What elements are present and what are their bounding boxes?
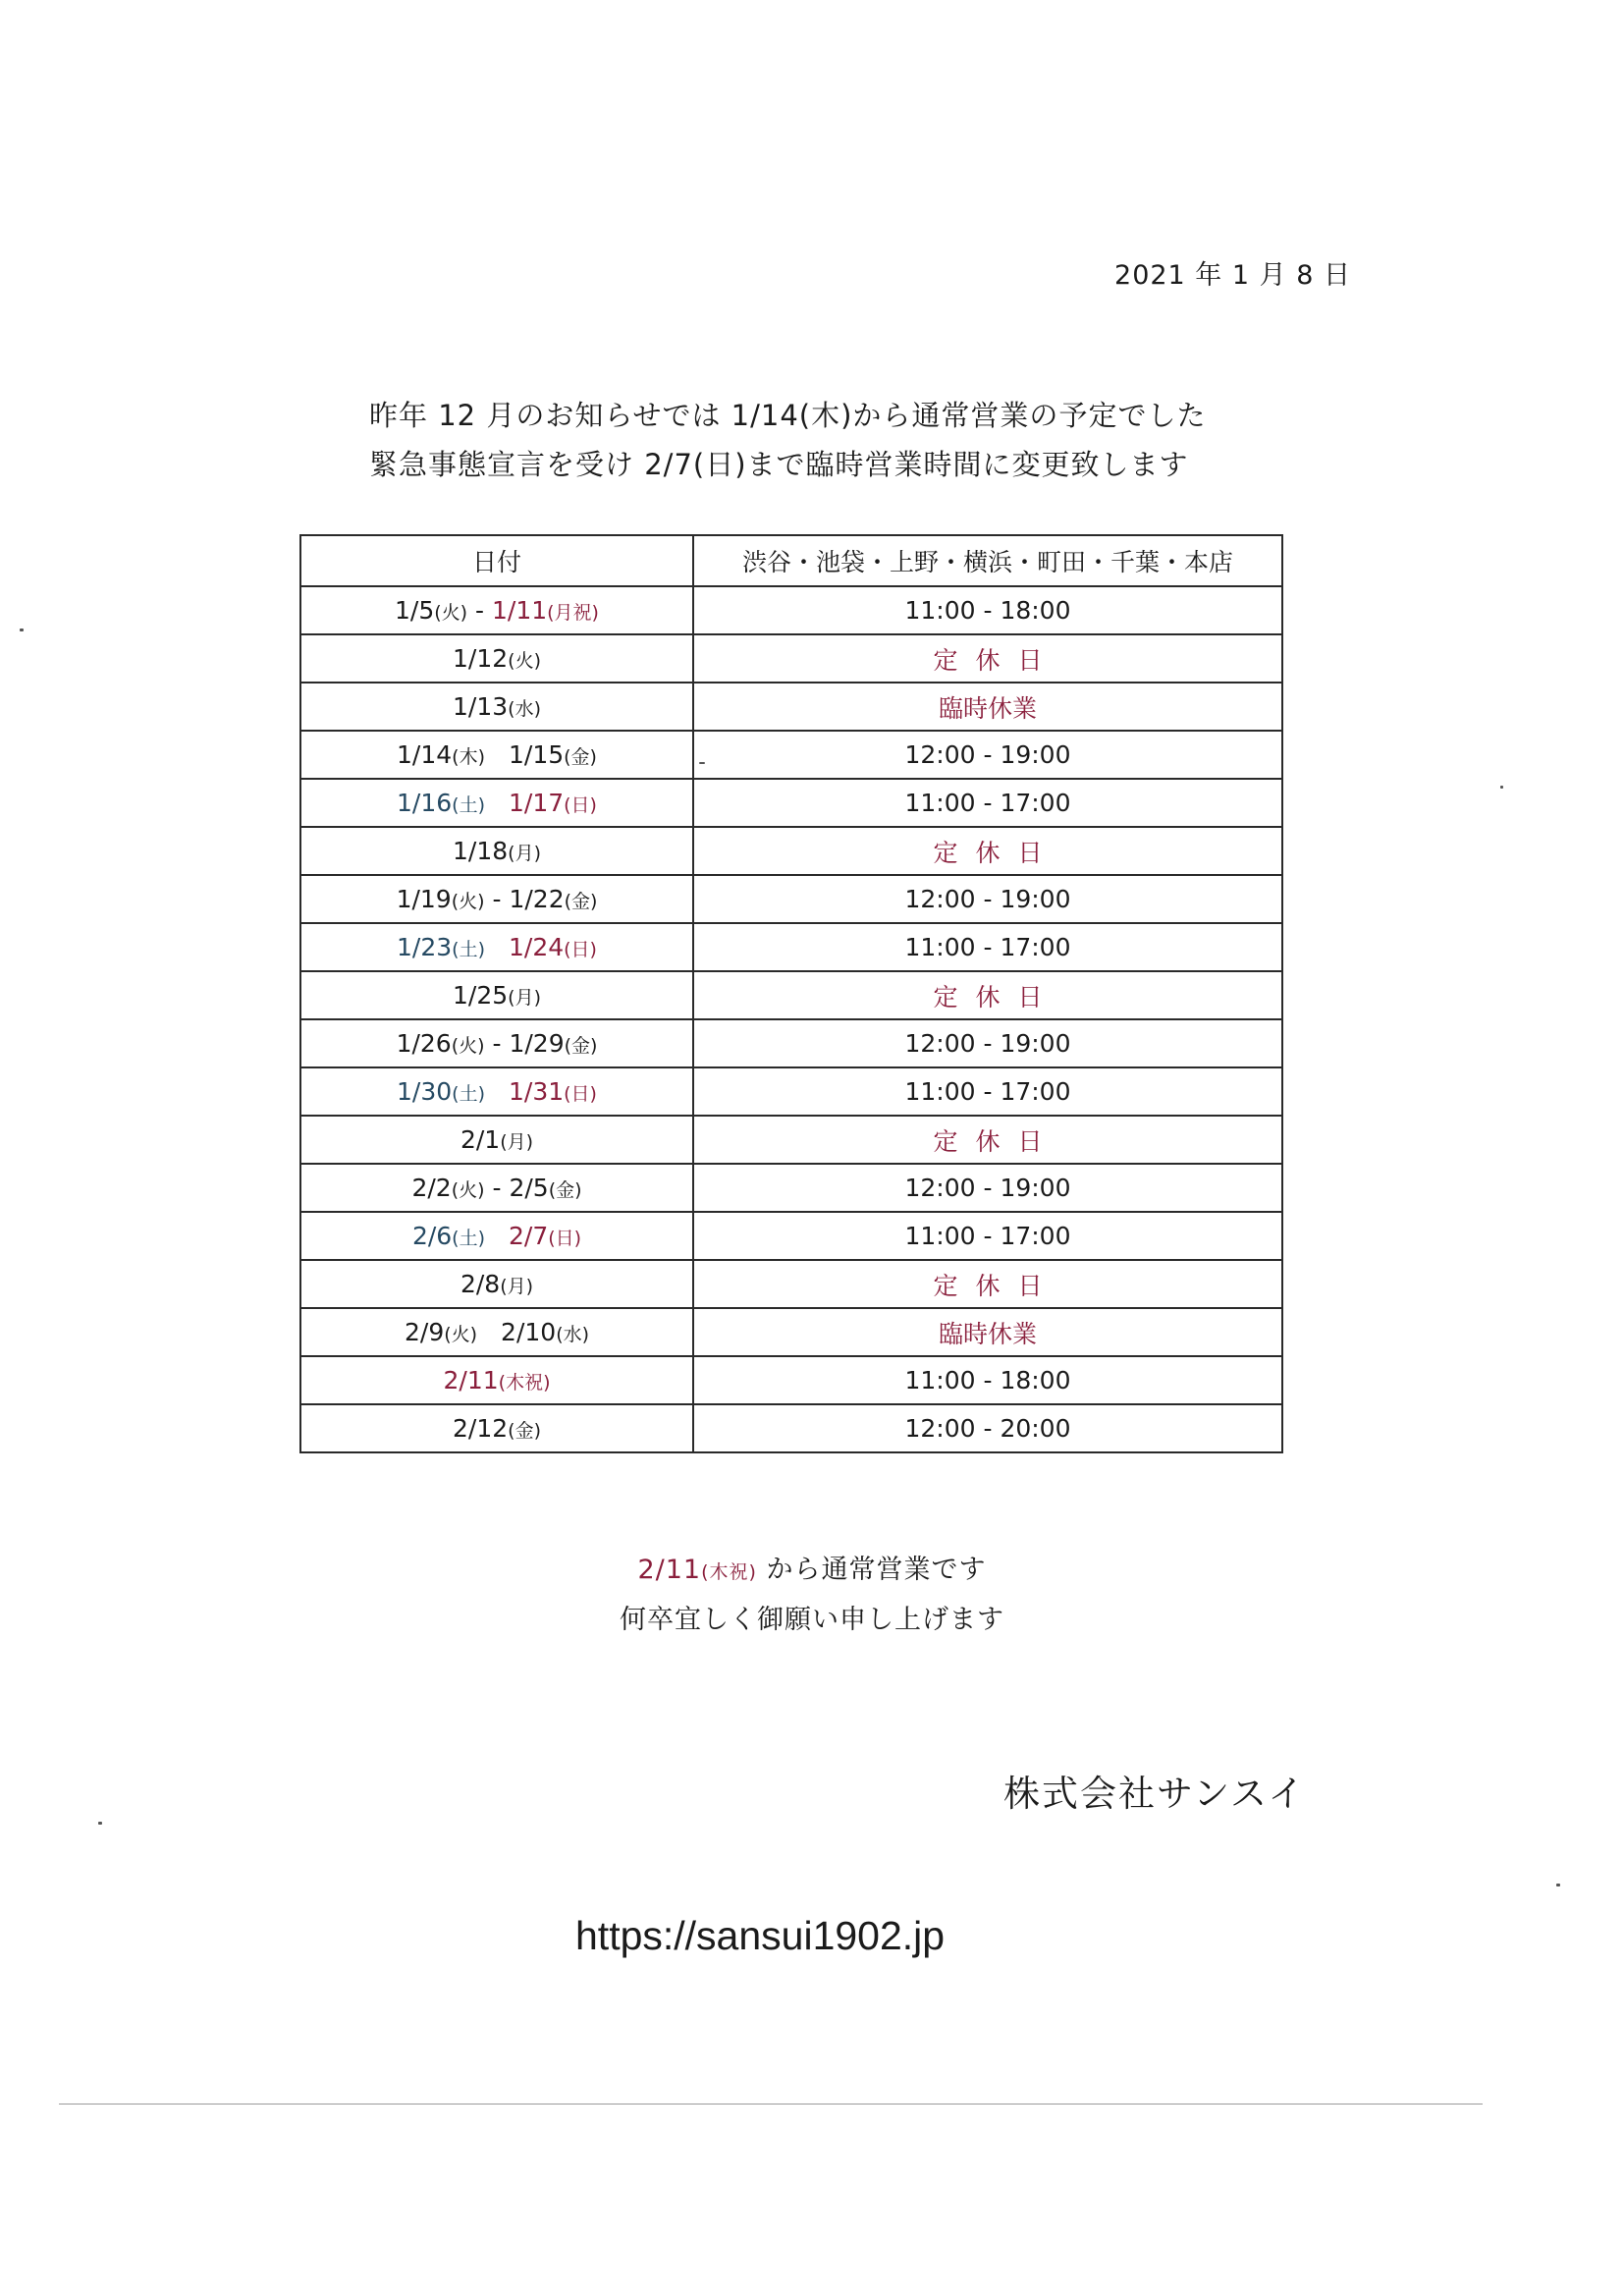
date-label: 2/9 — [404, 1318, 445, 1346]
hours-cell — [693, 1164, 1282, 1212]
table-row — [300, 1019, 1282, 1067]
hours-label: 11:00 - 17:00 — [904, 1077, 1071, 1106]
weekday-label: (木) — [452, 746, 485, 768]
table-row — [300, 634, 1282, 683]
table-row — [300, 779, 1282, 827]
date-label: 1/17 — [509, 789, 565, 817]
weekday-label: (火) — [508, 650, 541, 672]
company-name: 株式会社サンスイ — [1003, 1773, 1307, 1815]
table-row — [300, 731, 1282, 779]
weekday-label: (木祝) — [498, 1372, 551, 1394]
date-label: - — [484, 1029, 510, 1058]
date-label: 1/19 — [396, 885, 452, 913]
date-label: 2/12 — [453, 1414, 509, 1443]
table-row — [300, 1067, 1282, 1116]
date-label: 1/15 — [509, 740, 565, 769]
weekday-label: (水) — [556, 1324, 590, 1345]
notice-text — [369, 391, 1206, 489]
hours-cell — [693, 971, 1282, 1019]
weekday-label: (土) — [452, 794, 485, 816]
table-row — [300, 875, 1282, 923]
scan-speck — [699, 762, 705, 764]
notice-line-2: 緊急事態宣言を受け 2/7(日)まで臨時営業時間に変更致します — [369, 448, 1189, 481]
date-cell — [300, 1404, 693, 1452]
table-row — [300, 827, 1282, 875]
header-stores: 渋谷・池袋・上野・横浜・町田・千葉・本店 — [693, 535, 1282, 586]
date-cell — [300, 1067, 693, 1116]
date-cell — [300, 731, 693, 779]
date-cell — [300, 827, 693, 875]
table-row — [300, 586, 1282, 634]
date-cell — [300, 923, 693, 971]
date-label: 1/14 — [397, 740, 453, 769]
date-label: 2/11 — [443, 1366, 499, 1394]
hours-cell — [693, 1260, 1282, 1308]
date-label: 1/23 — [397, 933, 453, 961]
table-row — [300, 683, 1282, 731]
date-label: 1/29 — [509, 1029, 565, 1058]
date-label: 1/5 — [395, 596, 435, 625]
hours-cell — [693, 923, 1282, 971]
date-label: 2/7 — [509, 1222, 549, 1250]
date-label: - — [484, 1174, 510, 1202]
date-label: 1/22 — [509, 885, 565, 913]
weekday-label: (金) — [564, 891, 598, 912]
closing-resume-text: から通常営業です — [756, 1555, 987, 1585]
hours-label: 定休日 — [933, 1271, 1060, 1300]
hours-label: 11:00 - 18:00 — [904, 1366, 1071, 1394]
table-row — [300, 923, 1282, 971]
weekday-label: (金) — [508, 1420, 541, 1442]
date-cell — [300, 586, 693, 634]
hours-cell — [693, 586, 1282, 634]
closing-resume-date: 2/11 — [637, 1555, 702, 1585]
weekday-label: (日) — [564, 1083, 597, 1105]
closing-resume-day: (木祝) — [701, 1561, 757, 1583]
date-cell — [300, 971, 693, 1019]
weekday-label: (金) — [564, 746, 597, 768]
hours-cell — [693, 875, 1282, 923]
weekday-label: (月) — [508, 843, 541, 864]
hours-cell — [693, 827, 1282, 875]
hours-label: 臨時休業 — [938, 1319, 1037, 1348]
date-cell — [300, 1116, 693, 1164]
date-label: 1/18 — [453, 837, 509, 865]
date-cell — [300, 1164, 693, 1212]
date-label: 2/6 — [411, 1222, 453, 1250]
weekday-label: (土) — [452, 1228, 485, 1249]
weekday-label: (金) — [564, 1035, 598, 1057]
hours-label: 11:00 - 17:00 — [904, 1222, 1071, 1250]
date-label: 2/2 — [411, 1174, 452, 1202]
table-row — [300, 1356, 1282, 1404]
hours-label: 定休日 — [933, 645, 1060, 675]
weekday-label: (日) — [564, 794, 597, 816]
hours-label: 12:00 - 19:00 — [904, 1174, 1071, 1202]
hours-cell — [693, 779, 1282, 827]
hours-label: 11:00 - 17:00 — [904, 933, 1071, 961]
weekday-label: (金) — [548, 1179, 582, 1201]
date-label: 1/11 — [492, 596, 548, 625]
table-row — [300, 1212, 1282, 1260]
table-row — [300, 1260, 1282, 1308]
date-cell — [300, 1308, 693, 1356]
hours-label: 12:00 - 19:00 — [904, 885, 1071, 913]
business-hours-table — [299, 534, 1283, 1453]
date-label: 1/12 — [453, 644, 509, 673]
hours-label: 12:00 - 20:00 — [904, 1414, 1071, 1443]
table-row — [300, 971, 1282, 1019]
table-header-row — [300, 535, 1282, 586]
hours-cell — [693, 1067, 1282, 1116]
hours-cell — [693, 1019, 1282, 1067]
closing-line-2: 何卒宜しく御願い申し上げます — [620, 1605, 1004, 1635]
hours-cell — [693, 1308, 1282, 1356]
hours-label: 定休日 — [933, 982, 1060, 1011]
weekday-label: (土) — [452, 939, 485, 960]
table-row — [300, 1404, 1282, 1452]
date-cell — [300, 1019, 693, 1067]
hours-label: 定休日 — [933, 1126, 1060, 1156]
website-url[interactable]: https://sansui1902.jp — [575, 1913, 946, 1958]
hours-label: 臨時休業 — [938, 693, 1037, 723]
notice-line-1: 昨年 12 月のお知らせでは 1/14(木)から通常営業の予定でした — [369, 399, 1207, 432]
date-label: 2/1 — [460, 1125, 501, 1154]
weekday-label: (火) — [451, 1035, 485, 1057]
weekday-label: (火) — [444, 1324, 478, 1345]
date-cell — [300, 875, 693, 923]
date-label: 1/24 — [509, 933, 565, 961]
closing-line-1 — [0, 1548, 1624, 1586]
hours-label: 12:00 - 19:00 — [904, 740, 1071, 769]
scan-artifact-line — [59, 2104, 1483, 2105]
table-body — [300, 586, 1282, 1452]
hours-cell — [693, 634, 1282, 683]
date-cell — [300, 1260, 693, 1308]
hours-cell — [693, 1212, 1282, 1260]
scan-speck — [20, 629, 24, 631]
scan-speck — [1500, 786, 1503, 789]
date-label: 1/13 — [453, 692, 509, 721]
weekday-label: (月) — [508, 987, 541, 1009]
hours-cell — [693, 1116, 1282, 1164]
weekday-label: (火) — [451, 891, 485, 912]
weekday-label: (火) — [434, 602, 468, 624]
date-label: 1/16 — [397, 789, 453, 817]
weekday-label: (土) — [452, 1083, 485, 1105]
date-cell — [300, 683, 693, 731]
weekday-label: (水) — [508, 698, 541, 720]
weekday-label: (火) — [451, 1179, 485, 1201]
document-date: 2021 年 1 月 8 日 — [1114, 260, 1351, 291]
scan-speck — [98, 1822, 102, 1825]
date-label: 1/25 — [453, 981, 509, 1010]
hours-cell — [693, 683, 1282, 731]
scan-speck — [1556, 1884, 1560, 1886]
date-cell — [300, 779, 693, 827]
table-row — [300, 1308, 1282, 1356]
weekday-label: (日) — [564, 939, 597, 960]
table-row — [300, 1116, 1282, 1164]
date-cell — [300, 634, 693, 683]
hours-label: 定休日 — [933, 838, 1060, 867]
weekday-label: (月祝) — [547, 602, 599, 624]
date-label: 2/8 — [460, 1270, 501, 1298]
date-label: 1/31 — [509, 1077, 565, 1106]
hours-cell — [693, 1356, 1282, 1404]
date-label: - — [484, 885, 510, 913]
weekday-label: (月) — [500, 1131, 534, 1153]
hours-cell — [693, 731, 1282, 779]
hours-label: 11:00 - 17:00 — [904, 789, 1071, 817]
date-label: 1/26 — [396, 1029, 452, 1058]
header-date: 日付 — [300, 535, 693, 586]
weekday-label: (月) — [500, 1276, 534, 1297]
date-label: 2/10 — [501, 1318, 557, 1346]
date-label: - — [467, 596, 492, 625]
weekday-label: (日) — [548, 1228, 582, 1249]
date-label: 1/30 — [397, 1077, 453, 1106]
hours-label: 11:00 - 18:00 — [904, 596, 1071, 625]
date-cell — [300, 1212, 693, 1260]
hours-cell — [693, 1404, 1282, 1452]
date-label: 2/5 — [509, 1174, 549, 1202]
hours-label: 12:00 - 19:00 — [904, 1029, 1071, 1058]
table-row — [300, 1164, 1282, 1212]
date-cell — [300, 1356, 693, 1404]
